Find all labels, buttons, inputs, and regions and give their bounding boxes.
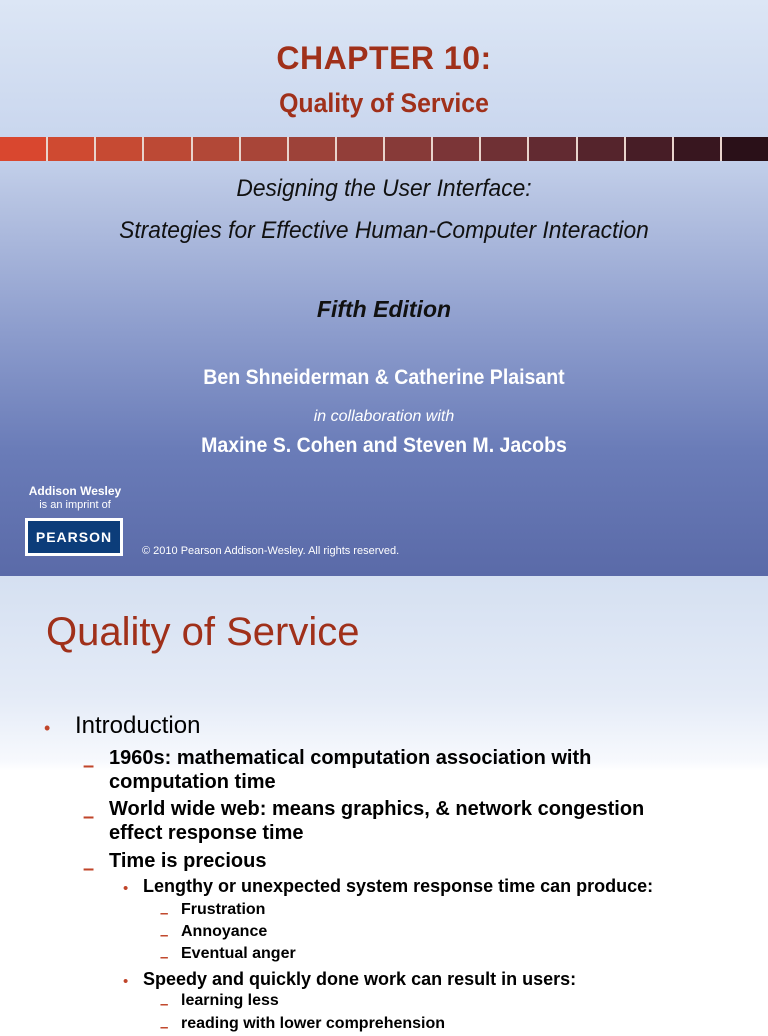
stripe-segment <box>626 137 674 161</box>
chapter-subtitle: Quality of Service <box>279 88 489 118</box>
sub-sub-item-reading: reading with lower comprehension <box>181 1015 446 1032</box>
sub-sub-item-frustration: Frustration <box>181 901 266 918</box>
sub-item-lengthy: Lengthy or unexpected system response time can produce: <box>143 876 654 896</box>
collaboration-label: in collaboration with <box>313 408 455 425</box>
bullet-icon: • <box>44 718 51 738</box>
bullet-introduction: Introduction <box>75 712 201 739</box>
bullet-icon: • <box>123 880 129 897</box>
list-item-web-line1: World wide web: means graphics, & network congestion <box>109 798 645 820</box>
chapter-title: CHAPTER 10: <box>276 40 492 76</box>
stripe-segment <box>385 137 433 161</box>
stripe-segment <box>193 137 241 161</box>
content-slide <box>0 576 768 1036</box>
coauthors: Maxine S. Cohen and Steven M. Jacobs <box>201 434 567 457</box>
stripe-segment <box>48 137 96 161</box>
stripe-segment <box>144 137 192 161</box>
decorative-stripe <box>0 137 768 161</box>
list-item-web-line2: effect response time <box>109 822 304 844</box>
stripe-segment <box>241 137 289 161</box>
book-title-line1: Designing the User Interface: <box>236 175 532 202</box>
slide-title: Quality of Service <box>46 610 360 654</box>
dash-icon: – <box>160 1019 169 1036</box>
list-item-1960s-line2: computation time <box>109 771 276 793</box>
stripe-segment <box>289 137 337 161</box>
stripe-segment <box>674 137 722 161</box>
dash-icon: – <box>160 996 169 1013</box>
dash-icon: – <box>160 905 169 922</box>
pearson-logo <box>25 518 123 556</box>
dash-icon: – <box>83 858 95 880</box>
sub-sub-item-annoyance: Annoyance <box>181 923 268 940</box>
book-title-line2: Strategies for Effective Human-Computer Interaction <box>119 217 649 244</box>
stripe-segment <box>481 137 529 161</box>
stripe-segment <box>96 137 144 161</box>
stripe-segment <box>578 137 626 161</box>
dash-icon: – <box>83 755 95 777</box>
dash-icon: – <box>160 927 169 944</box>
publisher-name: Addison Wesley <box>28 484 122 498</box>
sub-item-speedy: Speedy and quickly done work can result in users: <box>143 969 577 989</box>
stripe-segment <box>722 137 768 161</box>
pearson-logo-text: PEARSON <box>28 521 120 553</box>
dash-icon: – <box>83 806 95 828</box>
list-item-1960s-line1: 1960s: mathematical computation association with <box>109 747 592 769</box>
stripe-segment <box>529 137 577 161</box>
sub-sub-item-anger: Eventual anger <box>181 945 296 962</box>
bullet-icon: • <box>123 973 129 990</box>
authors: Ben Shneiderman & Catherine Plaisant <box>203 366 565 389</box>
dash-icon: – <box>160 949 169 966</box>
edition-label: Fifth Edition <box>316 296 452 322</box>
copyright-notice: © 2010 Pearson Addison-Wesley. All rights reserved. <box>142 545 400 557</box>
imprint-text: is an imprint of <box>39 499 111 511</box>
stripe-segment <box>433 137 481 161</box>
sub-sub-item-learning-less: learning less <box>181 992 279 1009</box>
stripe-segment <box>0 137 48 161</box>
list-item-time-precious: Time is precious <box>109 850 267 872</box>
stripe-segment <box>337 137 385 161</box>
